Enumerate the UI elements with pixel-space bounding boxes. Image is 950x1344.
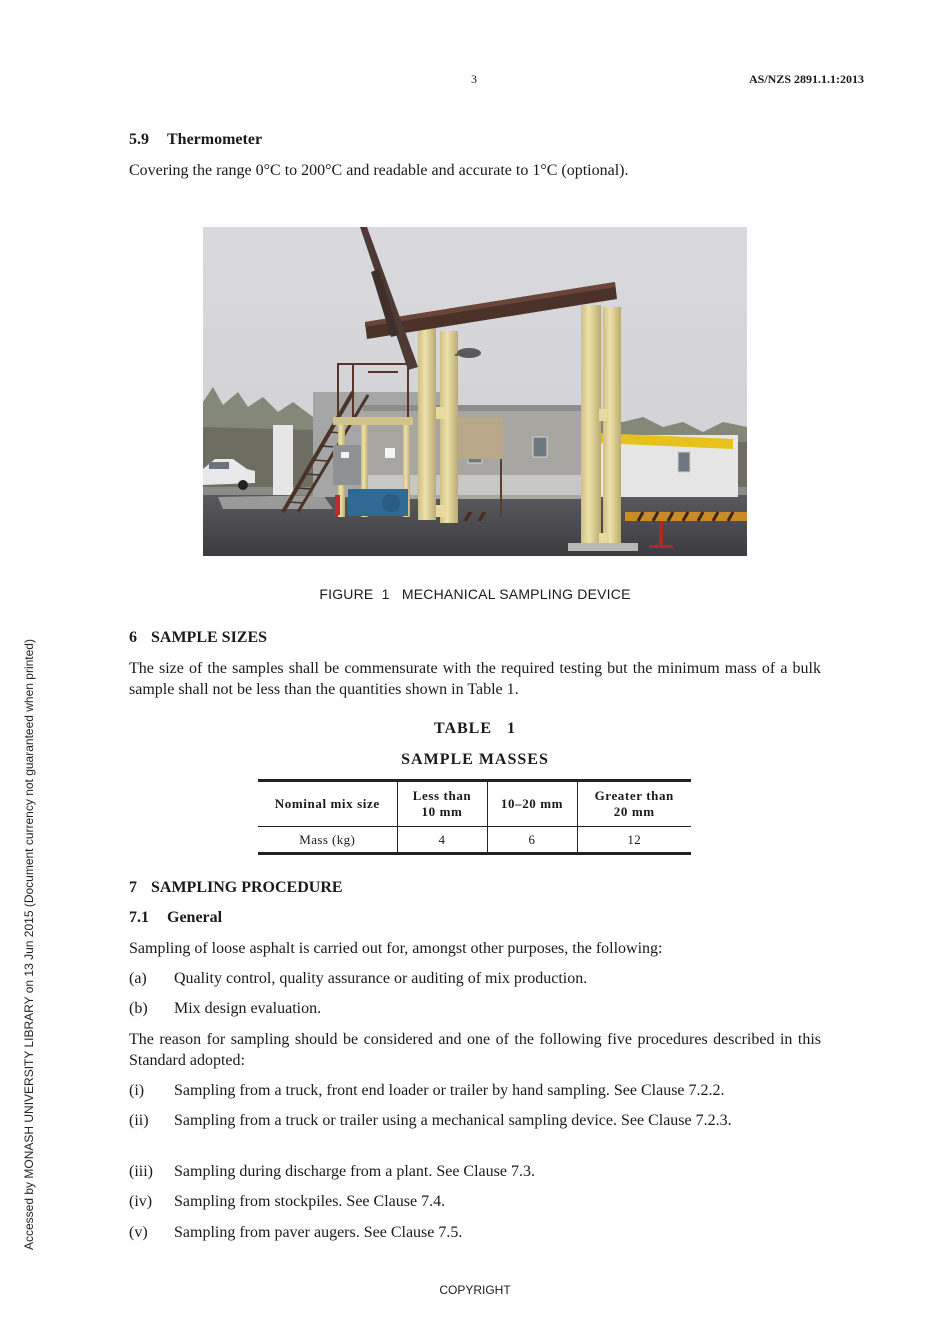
list-item [129, 1080, 821, 1101]
section-title: SAMPLING PROCEDURE [151, 879, 343, 896]
page-number: 3 [471, 72, 477, 86]
section-7-1 [129, 908, 821, 959]
section-7-1-reason [129, 1029, 821, 1071]
list-marker: (b) [129, 1000, 148, 1017]
section-number: 6 [129, 629, 137, 646]
section-title: Thermometer [167, 131, 263, 148]
section-5-9 [129, 130, 821, 181]
document-id: AS/NZS 2891.1.1:2013 [748, 72, 864, 86]
table-row [258, 827, 691, 854]
list-item [129, 1191, 821, 1212]
list-marker: (v) [129, 1224, 148, 1241]
section-number: 7.1 [129, 909, 149, 926]
list-item [129, 998, 821, 1019]
list-item [129, 1161, 821, 1182]
section-6 [129, 628, 821, 700]
section-body: Covering the range 0°C to 200°C and readable and accurate to 1°C (optional). [129, 162, 629, 179]
figure-caption: FIGURE 1 MECHANICAL SAMPLING DEVICE [319, 586, 631, 602]
figure-photo-mechanical-sampling-device [203, 227, 747, 556]
section-number: 5.9 [129, 131, 149, 148]
table-cell: 12 [577, 827, 691, 854]
sample-masses-table [258, 779, 691, 855]
section-heading [129, 130, 821, 150]
list-marker: (i) [129, 1082, 145, 1099]
section-reason: The reason for sampling should be considered and one of the following five procedures described in this Standard adopted: [129, 1031, 821, 1069]
table-header-cell: Nominal mix size [274, 796, 380, 811]
list-item [129, 1110, 821, 1131]
section-number: 7 [129, 879, 137, 896]
section-title: SAMPLE SIZES [151, 629, 268, 646]
section-heading [129, 908, 821, 928]
access-watermark: Accessed by MONASH UNIVERSITY LIBRARY on 13 Jun 2015 (Document currency not guaranteed when printed) [22, 639, 36, 1250]
copyright-footer: COPYRIGHT [439, 1283, 511, 1297]
list-marker: (ii) [129, 1112, 149, 1129]
section-7 [129, 878, 821, 898]
list-item [129, 968, 821, 989]
list-marker: (a) [129, 970, 147, 987]
list-text: Sampling during discharge from a plant. See Clause 7.3. [174, 1163, 535, 1180]
list-text: Mix design evaluation. [174, 1000, 322, 1017]
list-text: Sampling from a truck or trailer using a mechanical sampling device. See Clause 7.2.3. [174, 1112, 732, 1129]
list-text: Quality control, quality assurance or auditing of mix production. [174, 970, 588, 987]
list-item [129, 1222, 821, 1243]
table-cell: Mass (kg) [299, 831, 356, 847]
list-text: Sampling from stockpiles. See Clause 7.4. [174, 1193, 446, 1210]
table-title: SAMPLE MASSES [401, 751, 549, 768]
table-header-cell: Less than 10 mm [397, 781, 487, 827]
list-text: Sampling from a truck, front end loader or trailer by hand sampling. See Clause 7.2.2. [174, 1082, 725, 1099]
table-cell: 6 [487, 827, 577, 854]
table-header-cell: 10–20 mm [487, 781, 577, 827]
section-intro: Sampling of loose asphalt is carried out for, amongst other purposes, the following: [129, 940, 663, 957]
list-marker: (iv) [129, 1193, 153, 1210]
table-header-cell: Greater than 20 mm [577, 781, 691, 827]
list-marker: (iii) [129, 1163, 153, 1180]
section-heading [129, 628, 821, 648]
section-body: The size of the samples shall be commensurate with the required testing but the minimum mass of a bulk sample shall not be less than the quantities shown in Table 1. [129, 660, 821, 698]
table-label: TABLE 1 [433, 720, 517, 737]
section-heading [129, 878, 821, 898]
list-text: Sampling from paver augers. See Clause 7.5. [174, 1224, 463, 1241]
table-header-row [258, 781, 691, 827]
section-title: General [167, 909, 223, 926]
table-cell: 4 [397, 827, 487, 854]
